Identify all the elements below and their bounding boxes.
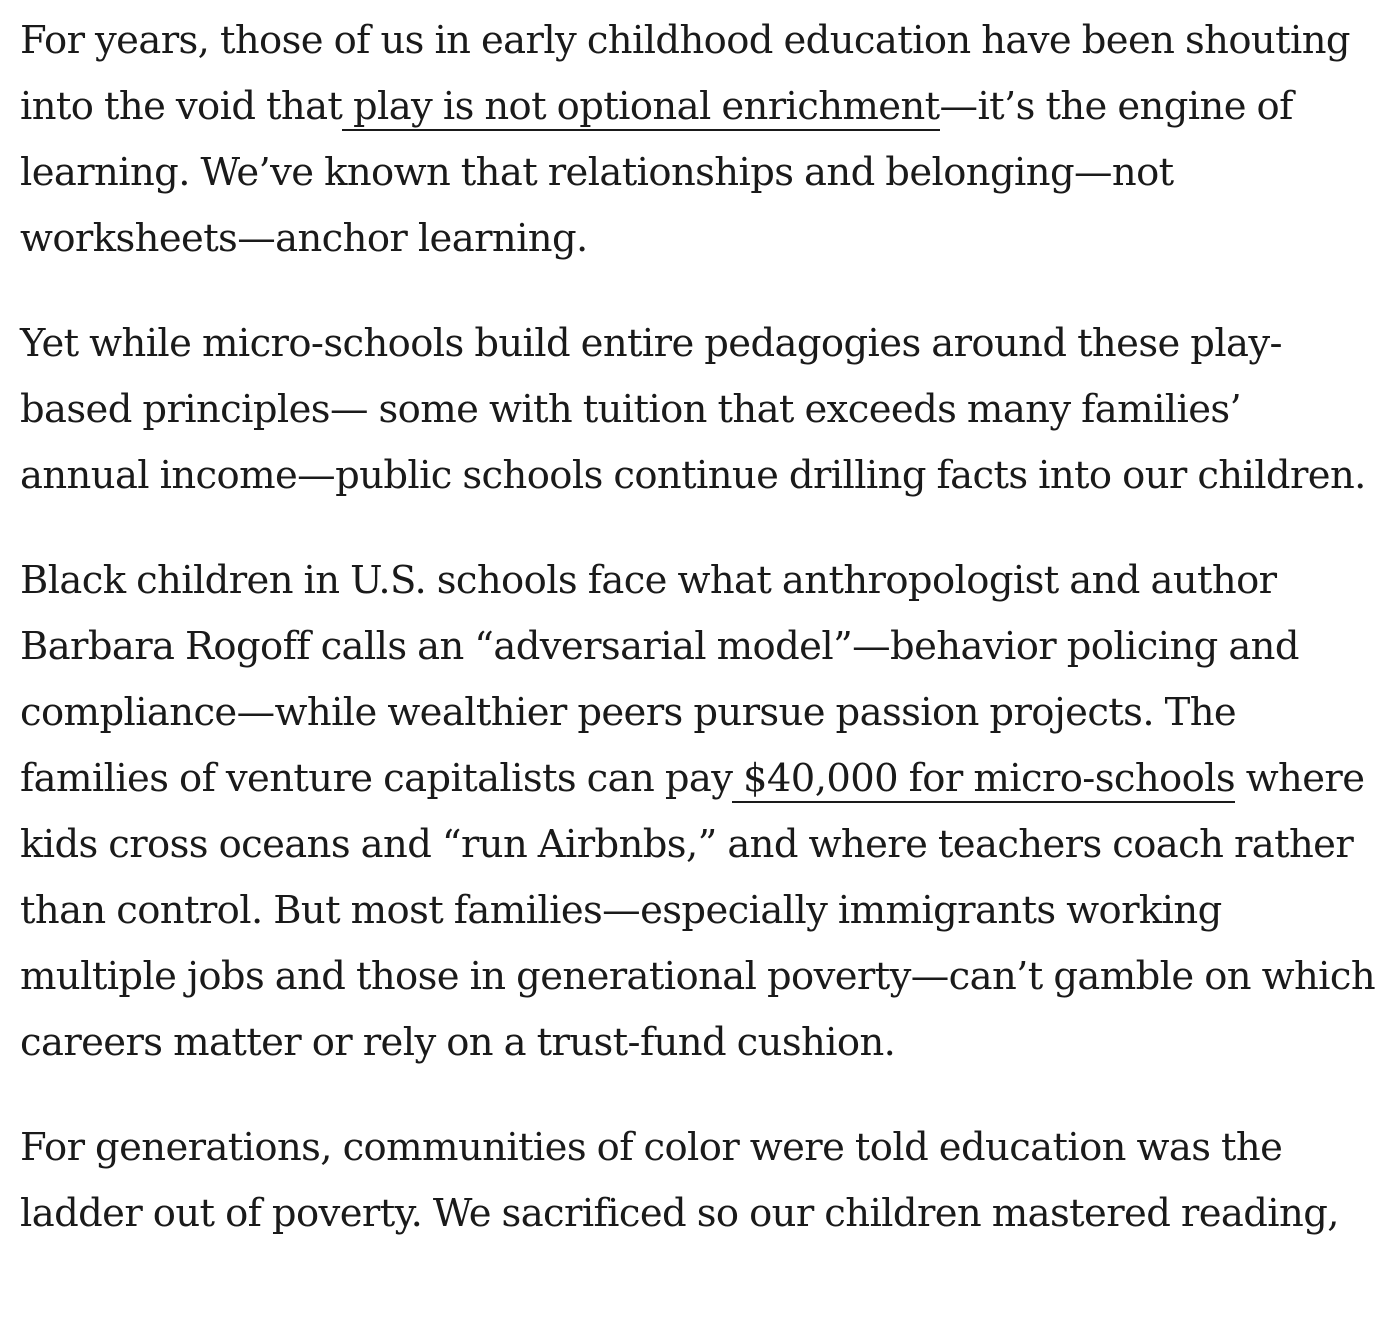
link-micro-schools-cost[interactable]: $40,000 for micro-schools xyxy=(732,756,1236,801)
paragraph-adversarial-model xyxy=(20,548,1380,1076)
paragraph-text: Black children in U.S. schools face what anthropologist and author Barbara Rogoff calls an “adversarial model”—behavior policing and compliance—while wealthier peers pursue passion projects. The families of venture capitalists can pay xyxy=(20,558,1299,801)
paragraph-text: Yet while micro-schools build entire pedagogies around these play-based principles— some with tuition that exceeds many families’ annual income—public schools continue drilling facts into our children. xyxy=(20,321,1366,498)
paragraph-text: For generations, communities of color were told education was the ladder out of poverty. We sacrificed so our children mastered reading, xyxy=(20,1125,1339,1236)
paragraph-play-engine xyxy=(20,8,1380,272)
paragraph-generations xyxy=(20,1115,1380,1247)
article-body xyxy=(20,8,1380,1286)
paragraph-text: For years, those of us in early childhood education have been shouting into the void that xyxy=(20,18,1350,129)
paragraph-micro-schools xyxy=(20,311,1380,509)
paragraph-text: —it’s the engine of learning. We’ve known that relationships and belonging—not worksheets—anchor learning. xyxy=(20,84,1293,261)
paragraph-text: where kids cross oceans and “run Airbnbs,” and where teachers coach rather than control. But most families—especially immigrants working multiple jobs and those in generational poverty—can’t gamble on which careers matter or rely on a trust-fund cushion. xyxy=(20,756,1376,1065)
link-play-not-optional[interactable]: play is not optional enrichment xyxy=(342,84,940,129)
